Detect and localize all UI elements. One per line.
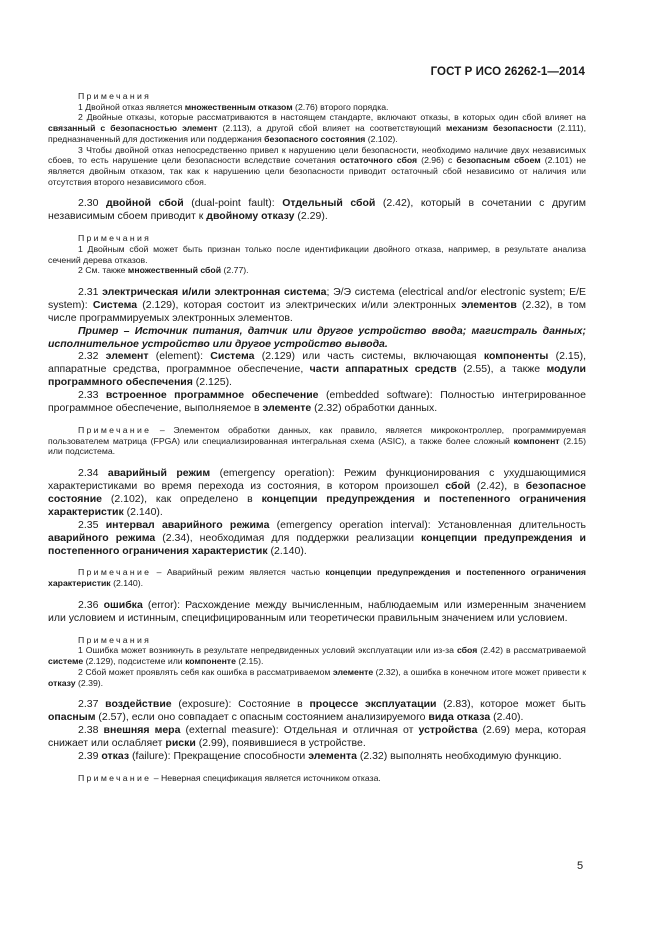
bold-term: интервал аварийного режима [105, 518, 270, 531]
single-note: Примечание – Неверная спецификация является источником отказа. [78, 772, 381, 783]
bold-term: множественный сбой [127, 265, 222, 276]
bold-term: множественным отказом [184, 101, 293, 112]
bold-term: отказ [101, 749, 130, 762]
notes-block [48, 91, 586, 187]
bold-term: вида отказа [428, 711, 491, 724]
bold-term: внешняя мера [103, 724, 181, 737]
term-definition: 2.31 электрическая и/или электронная система; Э/Э система (electrical and/or electronic system; E/E system): Система (2.129), которая состоит из электрических и/или электронных элементов (2.32), в том числе программируемых электронных элементов. [48, 285, 587, 324]
bold-term: двойной сбой [106, 197, 184, 210]
note-label: Примечание [78, 772, 152, 783]
notes-block [48, 635, 586, 689]
bold-term: системе [48, 656, 84, 667]
spacer [48, 223, 586, 233]
bold-term: риски [165, 736, 196, 749]
bold-term: электрическая и/или электронная система [102, 285, 327, 298]
document-body [48, 91, 586, 783]
term-definition: 2.32 элемент (element): Система (2.129) или часть системы, включающая компоненты (2.15), аппаратные средства, программное обеспечение, части аппаратных средств (2.55), а также модули программного обеспечения (2.125). [48, 350, 587, 389]
bold-term: компоненты [483, 350, 549, 363]
note-item: 1 Ошибка может возникнуть в результате непредвиденных условий эксплуатации или из-за сбоя (2.42) в рассматриваемой системе (2.129), подсистеме или компоненте (2.15). [48, 645, 587, 667]
bold-term: части аппаратных средств [309, 363, 457, 376]
bold-term: двойному отказу [206, 210, 295, 223]
bold-term: Отдельный сбой [282, 197, 376, 210]
notes-heading: Примечания [78, 91, 152, 101]
spacer [48, 625, 586, 635]
note-item: 2 Двойные отказы, которые рассматриваются в настоящем стандарте, включают отказы, в которых один сбой влияет на связанный с безопасностью элемент (2.113), а другой сбой влияет на соответствующий механизм безопасности (2.111), предназначенный для достижения или поддержания безопасного состояния (2.102). [48, 112, 586, 144]
page-number: 5 [577, 860, 584, 872]
bold-term: элементе [332, 666, 374, 677]
note-dash: – [151, 772, 161, 783]
bold-term: элемента [308, 749, 357, 762]
single-note: Примечание – Элементом обработки данных, как правило, является микроконтроллер, программируемая пользователем матрица (FPGA) или специализированная интегральная схема (ASIC), а также более сложный компонент (2.15) или подсистема. [48, 425, 586, 457]
note-item: 1 Двойным сбой может быть признан только после идентификации двойного отказа, например, в результате анализа сечений дерева отказов. [48, 243, 586, 265]
spacer [48, 589, 586, 599]
note-label: Примечание [78, 567, 152, 578]
notes-heading: Примечания [78, 634, 152, 645]
bold-term: отказу [48, 677, 76, 688]
bold-term: воздействие [105, 698, 172, 711]
bold-term: процессе эксплуатации [309, 698, 437, 711]
bold-term: концепции предупреждения и постепенного ограничения характеристик [48, 531, 586, 557]
notes-block [48, 233, 586, 276]
single-note: Примечание – Аварийный режим является частью концепции предупреждения и постепенного ограничения характеристик (2.140). [48, 567, 586, 589]
note-item: 2 См. также множественный сбой (2.77). [78, 265, 249, 276]
bold-term: аварийного режима [48, 531, 156, 544]
term-definition: 2.36 ошибка (error): Расхождение между вычисленным, наблюдаемым или измеренным значением или условием и истинным, специфицированным или теоретически правильным значением или условием. [48, 598, 586, 624]
term-definition: 2.39 отказ (failure): Прекращение способности элемента (2.32) выполнять необходимую функцию. [78, 749, 562, 762]
bold-term: безопасным сбоем [456, 155, 541, 166]
example-text: Пример – Источник питания, датчик или другое устройство ввода; магистраль данных; исполнительное устройство или другое устройство вывода. [48, 324, 586, 350]
spacer [48, 457, 586, 467]
term-definition: 2.35 интервал аварийного режима (emergency operation interval): Установленная длительность аварийного режима (2.34), необходимая для поддержки реализации концепции предупреждения и постепенного ограничения характеристик (2.140). [48, 518, 586, 557]
bold-term: элементов [461, 298, 517, 311]
bold-term: безопасного состояния [264, 133, 366, 144]
bold-term: безопасное состояние [48, 480, 586, 505]
spacer [48, 415, 586, 425]
term-definition: 2.33 встроенное программное обеспечение (embedded software): Полностью интегрированное программное обеспечение, выполняемое в элементе (2.32) обработки данных. [48, 389, 586, 415]
spacer [48, 688, 586, 698]
bold-term: связанный с безопасностью элемент [48, 123, 218, 134]
term-definition: 2.37 воздействие (exposure): Состояние в процессе эксплуатации (2.83), которое может быть опасным (2.57), если оно совпадает с опасным состоянием анализируемого вида отказа (2.40). [48, 698, 587, 724]
bold-term: остаточного сбоя [339, 155, 418, 166]
note-item: 3 Чтобы двойной отказ непосредственно привел к нарушению цели безопасности, необходимо наличие двух независимых сбоев, то есть нарушение цели безопасности вследствие сочетания остаточного сбоя (2.96) с безопасным сбоем (2.101) не является двойным отказом, так как к нарушению цели безопасности приводит остаточный сбой независимо от наличия или отсутствия второго независимого сбоя. [48, 144, 586, 187]
bold-term: устройства [418, 724, 478, 737]
bold-term: модули программного обеспечения [48, 363, 587, 389]
bold-term: компоненте [185, 656, 236, 667]
term-definition: 2.38 внешняя мера (external measure): Отдельная и отличная от устройства (2.69) мера, которая снижает или ослабляет риски (2.99), появившиеся в устройстве. [48, 724, 586, 749]
spacer [48, 763, 586, 773]
note-item: 2 Сбой может проявлять себя как ошибка в рассматриваемом элементе (2.32), а ошибка в конечном итоге может привести к отказу (2.39). [48, 666, 586, 688]
note-dash: – [151, 567, 167, 578]
spacer [48, 187, 586, 197]
bold-term: ошибка [103, 598, 143, 611]
note-item: 1 Двойной отказ является множественным отказом (2.76) второго порядка. [78, 101, 389, 112]
bold-term: опасным [48, 711, 96, 724]
bold-term: Система [92, 298, 138, 311]
document-header: ГОСТ Р ИСО 26262-1—2014 [430, 66, 585, 78]
spacer [48, 557, 586, 567]
bold-term: компонент [513, 435, 560, 446]
bold-term: сбоя [456, 645, 478, 656]
bold-term: концепции предупреждения и постепенного ограничения характеристик [48, 567, 586, 589]
bold-term: элементе [262, 402, 312, 415]
term-definition: 2.34 аварийный режим (emergency operation): Режим функционирования с ухудшающимися характеристиками во время перехода из состояния, в котором произошел сбой (2.42), в безопасное состояние (2.102), как определено в концепции предупреждения и постепенного ограничения характеристик (2.140). [48, 467, 586, 518]
spacer [48, 276, 586, 286]
term-definition: 2.30 двойной сбой (dual-point fault): Отдельный сбой (2.42), который в сочетании с другим независимым сбоем приводит к двойному отказу (2.29). [48, 197, 586, 223]
note-label: Примечание [78, 425, 152, 436]
bold-term: механизм безопасности [446, 123, 553, 134]
bold-term: аварийный режим [107, 467, 211, 480]
note-dash: – [151, 425, 174, 436]
bold-term: элемент [105, 350, 149, 363]
bold-term: встроенное программное обеспечение [105, 389, 319, 402]
bold-term: сбой [445, 480, 471, 493]
bold-term: Система [210, 350, 255, 363]
bold-term: концепции предупреждения и постепенного ограничения характеристик [48, 492, 586, 518]
notes-heading: Примечания [78, 233, 152, 244]
